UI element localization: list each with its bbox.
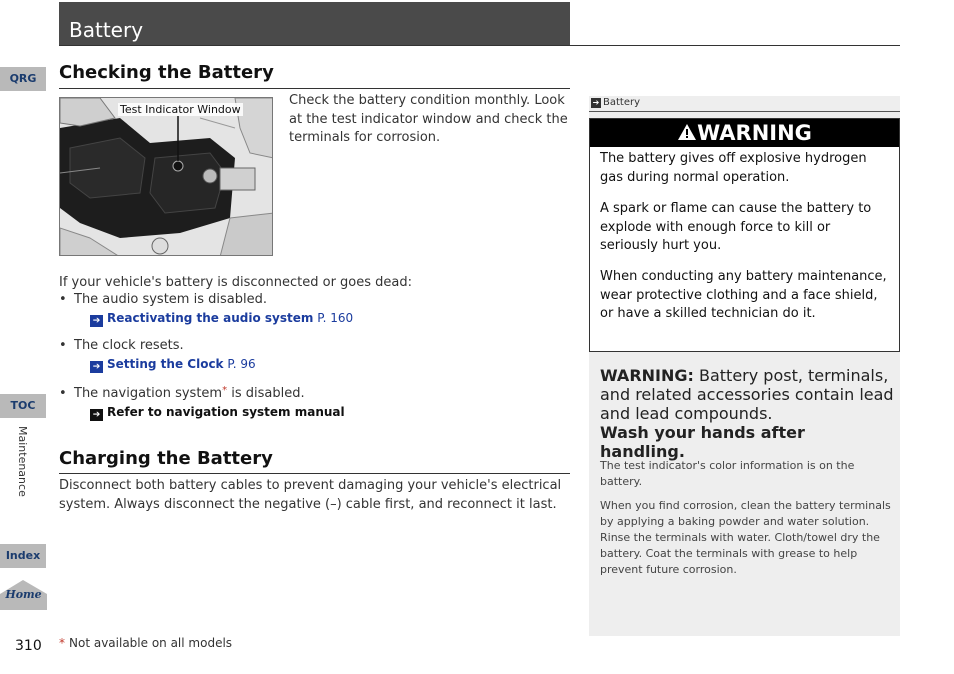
toc-tab[interactable]: TOC — [0, 394, 46, 418]
sidebar-note-title: Battery — [603, 97, 641, 108]
lead-warning-label: WARNING: — [600, 366, 694, 385]
list-item: • The navigation system* is disabled. — [59, 385, 305, 401]
note-paragraph: The test indicator's color information is on the battery. — [600, 459, 855, 488]
warning-title: WARNING — [697, 121, 812, 145]
list-item: • The audio system is disabled. — [59, 292, 267, 307]
battery-illustration — [59, 97, 273, 256]
reference-link-text[interactable]: Setting the Clock — [107, 357, 224, 371]
footnote — [59, 636, 232, 650]
page-reference[interactable]: P. 96 — [227, 357, 256, 371]
lead-warning-text: Battery post, terminals, and related accessories contain lead and lead compounds. — [600, 366, 894, 423]
bullet-text: is disabled. — [227, 386, 305, 401]
arrow-icon: ➔ — [90, 409, 103, 421]
list-item: • The clock resets. — [59, 338, 184, 353]
reference-link[interactable] — [90, 311, 353, 327]
checking-intro: Check the battery condition monthly. Look at the test indicator window and check the terminals for corrosion. — [289, 93, 568, 145]
charging-rule — [59, 473, 570, 474]
bullet-text: The navigation system — [74, 386, 223, 401]
bullet-text: The audio system is disabled. — [74, 292, 267, 307]
reference-link-text[interactable]: Reactivating the audio system — [107, 311, 314, 325]
battery-drawing — [60, 98, 273, 256]
sidebar-note-head — [589, 96, 900, 112]
footnote-marker: * — [222, 385, 228, 396]
section-label: Maintenance — [16, 426, 29, 497]
disconnect-line: If your vehicle's battery is disconnected or goes dead: — [59, 275, 413, 290]
arrow-icon: ➔ — [592, 98, 600, 107]
page-reference[interactable]: P. 160 — [317, 311, 354, 325]
charging-heading: Charging the Battery — [59, 448, 273, 469]
callout-label: Test Indicator Window — [120, 103, 241, 116]
warning-paragraph: The battery gives off explosive hydrogen gas during normal operation. — [600, 151, 867, 185]
header-bar — [59, 2, 570, 46]
qrg-tab[interactable]: QRG — [0, 67, 46, 91]
reference-text: Refer to navigation system manual — [107, 405, 345, 419]
warning-box — [589, 118, 900, 352]
reference-note — [90, 405, 345, 421]
warning-paragraph: When conducting any battery maintenance, wear protective clothing and a face shield, or have a skilled technician do it. — [600, 269, 887, 321]
reference-link[interactable] — [90, 357, 256, 373]
note-paragraph: When you find corrosion, clean the battery terminals by applying a baking powder and water solution. Rinse the terminals with water. Cloth/towel dry the battery. Coat the terminals with grease to help prevent future corrosion. — [600, 499, 891, 576]
checking-heading: Checking the Battery — [59, 62, 274, 83]
warning-paragraph: A spark or flame can cause the battery to explode with enough force to kill or seriously hurt you. — [600, 201, 872, 253]
warning-triangle-icon — [677, 123, 697, 141]
footnote-marker: * — [59, 636, 65, 650]
home-label[interactable]: Home — [5, 588, 42, 601]
lead-warning-instruction: Wash your hands after handling. — [600, 423, 805, 461]
warning-header — [590, 119, 899, 147]
checking-rule — [59, 88, 570, 89]
footnote-text: Not available on all models — [69, 636, 233, 650]
page-title: Battery — [69, 18, 144, 42]
charging-text: Disconnect both battery cables to prevent damaging your vehicle's electrical system. Always disconnect the negative (–) cable first, and reconnect it last. — [59, 478, 562, 512]
page-number: 310 — [15, 638, 42, 654]
index-tab[interactable]: Index — [0, 544, 46, 568]
lead-warning — [600, 366, 895, 461]
header-rule — [59, 45, 900, 46]
arrow-icon: ➔ — [90, 315, 103, 327]
bullet-text: The clock resets. — [74, 338, 184, 353]
arrow-icon: ➔ — [90, 361, 103, 373]
